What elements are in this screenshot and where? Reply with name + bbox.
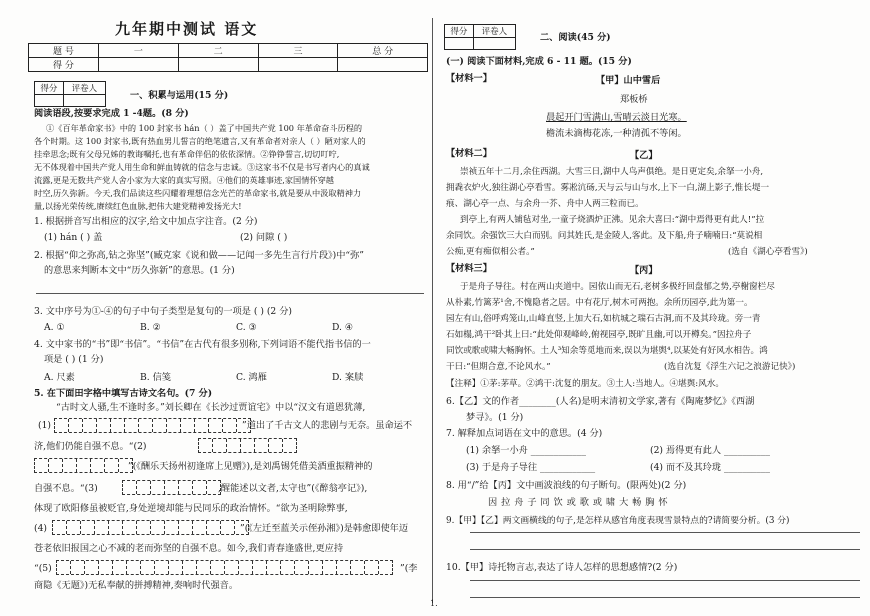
score-row-label: 得 分 [29, 58, 99, 72]
passage-line: 时空,历久弥新。今天,我们品读这些闪耀着理想信念光芒的革命家书,就是要从中汲取精神力 [34, 188, 362, 198]
passage-source: (选自《湖心亭看雪》) [728, 247, 808, 257]
grader-name-cell[interactable] [473, 38, 515, 50]
poem-text: ”(《左迁至蓝关示侄孙湘》)是韩愈即使年迈 [240, 523, 409, 534]
material-label: 【材料一】 [446, 73, 492, 84]
answer-line[interactable] [470, 597, 860, 598]
score-header: 题 号 [29, 44, 99, 58]
poem-text: 体现了欧阳修虽被贬官,身处逆境却能与民同乐的政治情怀。“欲为圣明除弊事, [34, 503, 348, 514]
question-2-cont: 的意思来判断本文中“历久弥新”的意思。(1 分) [44, 265, 235, 276]
score-header: 总 分 [338, 44, 428, 58]
page-number: 1. [430, 599, 438, 608]
question-9: 9.【甲】【乙】两文画横线的句子,是怎样从感官角度表现雪景特点的?请简要分析。(3 分) [446, 516, 790, 526]
writing-grid[interactable] [52, 520, 249, 535]
writing-grid[interactable] [54, 418, 251, 433]
passage-line: 量,以扬光荣传统,赓续红色血脉,把伟大建党精神发扬光大! [34, 201, 242, 211]
part1-intro: 阅读语段,按要求完成 1 -4题。(8 分) [34, 108, 189, 119]
grader-name-cell[interactable] [63, 95, 105, 107]
poem-text: ”道出了千古文人的悲剧与无奈。虽命运不 [242, 420, 413, 431]
passage-line: 同饮或歌或啸大畅胸怀。土人³知余等觅地而来,误以为堪舆⁴,以某处有好风水相告。鸿 [446, 346, 768, 356]
poem-text: ”(《酬乐天扬州初逢席上见赠》),是刘禹锡凭借美酒重振精神的 [128, 461, 373, 472]
blank-label: (4) [34, 523, 48, 534]
score-table [28, 43, 428, 72]
question-4: 4. 文中家书的“书”即“书信”。“书信”在古代有很多别称,下列词语不能代指书信的一 [34, 339, 371, 350]
passage-line: 拥毳衣炉火,独往湖心亭看雪。雾凇沆砀,天与云与山与水,上下一白,湖上影子,惟长堤一 [446, 183, 770, 193]
score-cell[interactable] [258, 58, 338, 72]
poem-text: 自强不息。“(3) [34, 483, 98, 494]
page-title: 九年期中测试 语文 [115, 20, 259, 38]
option-c[interactable]: C. ③ [236, 322, 257, 333]
passage-line: 余同饮。余强饮三大白而别。问其姓氏,是金陵人,客此。及下船,舟子喃喃曰:“莫说相 [446, 231, 763, 241]
writing-grid[interactable] [122, 480, 221, 495]
question-1b: (2) 问隙 ( ) [240, 232, 288, 243]
question-5: 5. 在下面田字格中填写古诗文名句。(7 分) [34, 388, 213, 399]
section-title: 【丙】 [630, 265, 658, 276]
score-cell[interactable] [338, 58, 428, 72]
question-7-item[interactable]: (4) 而不及其玲珑 __________ [650, 462, 770, 473]
option-d[interactable]: D. 案牍 [332, 372, 364, 383]
poem-text: “古时文人骚,生不逢时多。”刘长卿在《长沙过贾谊宅》中以“汉文有道恩犹薄, [56, 402, 366, 413]
grader-score-cell[interactable] [445, 38, 474, 50]
passage-line: 从朴素,竹篱茅¹舍,不愧隐者之居。中有花厅,树木可两抱。余所历园亭,此为第一。 [446, 298, 753, 308]
score-cell[interactable] [98, 58, 178, 72]
grader-name-label: 评卷人 [63, 82, 105, 95]
answer-line[interactable] [470, 580, 860, 581]
passage-source: (选自沈复《浮生六记之浪游记快》) [664, 362, 796, 372]
passage-line: 园左有山,俗呼鸡笼山,山峰直竖,上加大石,如杭城之瑞石古洞,而不及其玲珑。旁一青 [446, 314, 761, 324]
passage-line: 无不体现着中国共产党人用生命和鲜血铸就的信念与忠诚。③这家书不仅是书写者内心的真诚 [34, 162, 370, 172]
score-header: 三 [258, 44, 338, 58]
passage-line: 于是舟子导往。村在两山夹道中。园依山而无石,老树多极纡回盘郁之势,亭榭窗栏尽 [460, 282, 775, 292]
option-b[interactable]: B. ② [140, 322, 161, 333]
part2-heading: 二、阅读(45 分) [540, 32, 611, 43]
option-a[interactable]: A. 尺素 [44, 372, 75, 383]
grader-box [444, 24, 516, 50]
material-label: 【材料三】 [446, 263, 492, 274]
question-6: 6.【乙】文的作者________(人名)是明末清初文学家,著有《陶庵梦忆》《西湖 [446, 396, 755, 407]
section-title: 【乙】 [630, 150, 658, 161]
passage-line: 干曰:“但期合意,不论风水。” [446, 362, 551, 372]
score-cell[interactable] [178, 58, 258, 72]
writing-grid[interactable] [34, 458, 133, 473]
poem-text: ”(李 [400, 563, 418, 574]
passage-line: 到亭上,有两人铺毡对坐,一童子烧酒炉正沸。见余大喜曰:“湖中焉得更有此人!”拉 [460, 215, 765, 225]
footnotes: 【注释】①茅:茅草。②鸿干:沈复的朋友。③土人:当地人。④堪舆:风水。 [446, 379, 724, 389]
question-7-item[interactable]: (1) 余拏一小舟 ____________ [466, 445, 586, 456]
passage-line: 崇祯五年十二月,余住西湖。大雪三日,湖中人鸟声俱绝。是日更定矣,余拏一小舟, [460, 167, 764, 177]
grader-score-label: 得分 [35, 82, 64, 95]
question-10: 10.【甲】诗托物言志,表达了诗人怎样的思想感情?(2 分) [446, 562, 678, 573]
passage-line: 公痴,更有痴似相公者。” [446, 247, 535, 257]
passage-line: 石如榻,鸿干²卧其上曰:“此处仰观峰岭,俯视园亭,既旷且幽,可以开樽矣。”因拉舟子 [446, 330, 752, 340]
option-d[interactable]: D. ④ [332, 322, 354, 333]
grader-name-label: 评卷人 [473, 25, 515, 38]
question-1: 1. 根据拼音写出相应的汉字,给文中加点字注音。(2 分) [34, 216, 258, 227]
answer-line[interactable] [470, 549, 860, 550]
grader-score-cell[interactable] [35, 95, 64, 107]
answer-line[interactable] [36, 293, 424, 294]
grader-score-label: 得分 [445, 25, 474, 38]
question-1a: (1) hán ( ) 盖 [44, 232, 103, 243]
passage-line: 各个时期。这 100 封家书,既有热血男儿誓言的绝笔遗言,又有革命者对亲人（ ）陋对家人的 [34, 136, 366, 146]
option-c[interactable]: C. 鸿雁 [236, 372, 267, 383]
score-header: 一 [98, 44, 178, 58]
passage-line: 痕、湖心亭一点、与余舟一芥、舟中人两三粒而已。 [446, 199, 644, 209]
question-2: 2. 根据“仰之弥高,钻之弥坚”(臧克家《说和做——记闻一多先生言行片段》)中“弥” [34, 250, 364, 261]
poem-line: 晨起开门雪满山,雪晴云淡日光寒。 [546, 112, 687, 123]
poem-title: 【甲】山中雪后 [596, 75, 661, 86]
poem-text: 济,他们仍能自强不息。“(2) [34, 441, 147, 452]
blank-label: “(5) [34, 563, 52, 574]
material-label: 【材料二】 [446, 148, 492, 159]
question-6-cont: 梦寻》。(1 分) [466, 412, 524, 423]
question-7-item[interactable]: (3) 于是舟子导往 ____________ [466, 462, 596, 473]
writing-grid[interactable] [198, 438, 297, 453]
writing-grid[interactable] [56, 560, 393, 575]
poem-line: 檐流未滴梅花冻,一种清孤不等闲。 [546, 128, 687, 139]
blank-label: (1) [38, 420, 52, 431]
score-header: 二 [178, 44, 258, 58]
option-a[interactable]: A. ① [44, 322, 65, 333]
question-4-cont: 项是 ( ) (1 分) [44, 354, 104, 365]
poem-text: ,醒能述以文者,太守也”(《醉翁亭记》), [218, 483, 368, 494]
poem-author: 郑板桥 [620, 94, 648, 105]
question-8: 8. 用“/”给【丙】文中画波浪线的句子断句。(限两处)(2 分) [446, 480, 687, 491]
grader-box [34, 81, 106, 107]
poem-text: 苍老依旧报国之心不减的老而弥坚的自强不息。如今,我们青春逢盛世,更应持 [34, 543, 344, 554]
question-7: 7. 解释加点词语在文中的意思。(4 分) [446, 428, 603, 439]
column-divider [432, 18, 433, 603]
passage-line: ①《百年革命家书》中的 100 封家书 hán（ ）盖了中国共产党 100 年革命奋斗历程的 [46, 123, 363, 133]
passage-line: 挂牵思念;既有父母兄姊的教诲嘱托,也有革命伴侣的依依深情。②铮铮誓言,切切叮咛, [34, 149, 340, 159]
part2-intro: (一) 阅读下面材料,完成 6 - 11 题。(15 分) [446, 56, 632, 67]
option-b[interactable]: B. 信笺 [140, 372, 171, 383]
part1-heading: 一、积累与运用(15 分) [130, 90, 229, 101]
poem-text: 商隐《无题》)无私奉献的拼搏精神,奏响时代强音。 [34, 580, 239, 591]
question-7-item[interactable]: (2) 焉得更有此人 __________ [650, 445, 770, 456]
question-3: 3. 文中序号为①-④的句子中句子类型是复句的一项是 ( ) (2 分) [34, 306, 292, 317]
answer-line[interactable] [470, 532, 860, 533]
question-8-sentence[interactable]: 因 拉 舟 子 同 饮 或 歌 或 啸 大 畅 胸 怀 [488, 497, 669, 508]
passage-line: 流露,更是无数共产党人舍小家为大家的真实写照。④他们的英雄事迹,家国情怀穿越 [34, 175, 334, 185]
